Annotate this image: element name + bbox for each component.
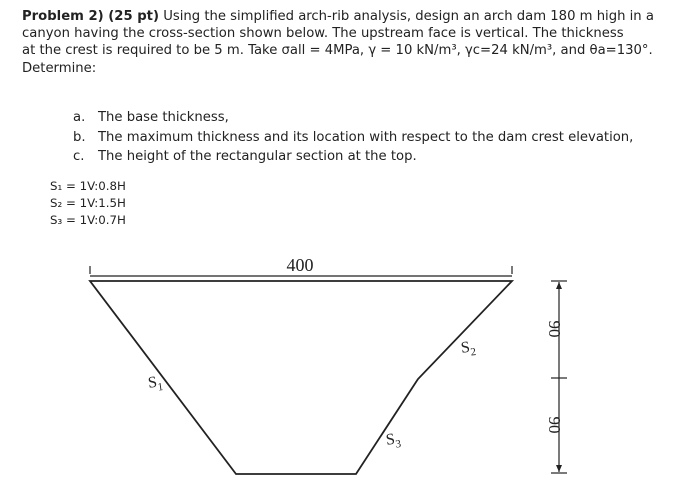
problem-line-4: Determine: xyxy=(22,60,97,76)
slope-label-s3 xyxy=(385,430,403,452)
task-marker: b. xyxy=(73,129,86,145)
slope-s3: S₃ = 1V:0.7H xyxy=(50,212,126,227)
top-width-label: 400 xyxy=(286,255,314,275)
problem-line-3: at the crest is required to be 5 m. Take σall = 4MPa, γ = 10 kN/m³, γc=24 kN/m³, and θa=130°. xyxy=(22,43,653,59)
s2-subscript: 2 xyxy=(469,345,477,359)
problem-label: Problem 2) (25 pt) xyxy=(22,9,160,24)
task-text: The height of the rectangular section at the top. xyxy=(98,149,417,164)
s3-letter: S xyxy=(384,430,397,449)
lower-height-label: 90 xyxy=(545,416,564,434)
s3-subscript: 3 xyxy=(394,437,402,451)
slope-label-s2 xyxy=(460,338,477,360)
s1-letter: S xyxy=(146,373,159,392)
problem-line-2: canyon having the cross-section shown below. The upstream face is vertical. The thickness xyxy=(22,26,624,42)
problem-line-1-text: Using the simplified arch-rib analysis, design an arch dam 180 m high in a xyxy=(159,9,654,24)
task-text: The maximum thickness and its location with respect to the dam crest elevation, xyxy=(98,129,634,145)
slope-s2: S₂ = 1V:1.5H xyxy=(50,195,126,210)
slope-s1: S₁ = 1V:0.8H xyxy=(50,179,126,193)
s1-subscript: 1 xyxy=(156,380,165,394)
s2-letter: S xyxy=(459,338,472,357)
task-marker: a. xyxy=(73,110,86,125)
task-text: The base thickness, xyxy=(98,110,229,125)
upper-height-label: 90 xyxy=(545,320,564,338)
task-marker: c. xyxy=(73,149,85,164)
